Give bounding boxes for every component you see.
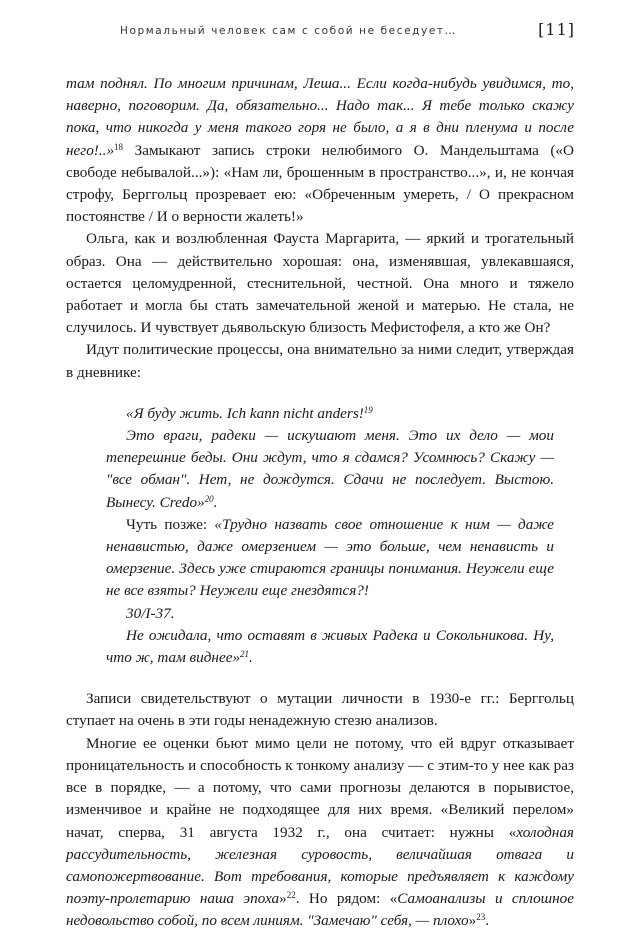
page-number: [11] xyxy=(538,20,575,39)
quote-line: Не ожидала, что оставят в живых Радека и Сокольникова. Ну, что ж, там виднее»$^{21}$. xyxy=(106,626,554,667)
quote-text: «Я буду жить. Ich kann nicht anders! xyxy=(126,404,364,422)
body-text xyxy=(66,73,574,933)
quote-text: Самоанализы и сплошное недовольство собой, по всем линиям. "Замечаю" себя, — плохо xyxy=(66,890,574,930)
quote-line: Это враги, радеки — искушают меня. Это их дело — мои теперешние беды. Они ждут, что я сдамся? Усомнюсь? Скажу — "все обман". Нет, не дождутся. Сдачи не последует. Выстою. Вынесу. Credo»$^{20}$. xyxy=(106,427,554,511)
quote-text: Это враги, радеки — искушают меня. Это их дело — мои теперешние беды. Они ждут, что я сдамся? Усомнюсь? Скажу — "все обман". Нет, не дождутся. Сдачи не последует. Выстою. Вынесу. Credo» xyxy=(106,427,554,511)
diary-excerpt xyxy=(106,403,554,669)
quote-text: «Трудно назвать свое отношение к ним — даже ненавистью, даже омерзением — это больше, чем ненависть и омерзение. Здесь уже стираются границы понимания. Неужели еще не все взяты? Неужели еще гнездятся?! xyxy=(106,515,554,600)
running-title: Нормальный человек сам с собой не беседует… xyxy=(120,25,457,37)
paragraph-text: . xyxy=(485,912,490,930)
paragraph-3: Идут политические процессы, она внимательно за ними следит, утверждая в дневнике: xyxy=(66,341,574,381)
footnote-ref: 21 xyxy=(240,649,250,660)
paragraph-text: » xyxy=(279,890,287,908)
page-header xyxy=(0,18,637,44)
quote-date: 30/I-37. xyxy=(126,604,175,622)
paragraph-4: Записи свидетельствуют о мутации личности в 1930-е гг.: Берггольц ступает на очень в эти годы ненадежную стезю анализов. xyxy=(66,690,574,730)
footnote-ref: 18 xyxy=(114,141,124,152)
quote-text: Не ожидала, что оставят в живых Радека и Сокольникова. Ну, что ж, там виднее» xyxy=(106,626,554,667)
paragraph-1 xyxy=(66,73,574,228)
paragraph-text: Замыкают запись строки нелюбимого О. Мандельштама («О свободе небывалой...»): «Нам ли, брошенным в пространство...», и, не кончая строфу, Берггольц прозревает ею: «Обреченным умереть, / О прекрасном постоянстве / И о верности жалеть!» xyxy=(66,141,574,226)
paragraph-5 xyxy=(66,733,574,933)
quote-text: холодная рассудительность, железная суровость, величайшая отвага и самопожертвование. Вот требования, которые предъявляет к каждому поэту-пролетарию наша эпоха xyxy=(66,823,574,908)
quote-line xyxy=(106,514,554,603)
paragraph-text: » xyxy=(468,912,477,930)
paragraph-text: . Но рядом: « xyxy=(295,890,398,908)
footnote-ref: 23 xyxy=(476,912,486,923)
paragraph-2: Ольга, как и возлюбленная Фауста Маргарита, — яркий и трогательный образ. Она — действительно хорошая: она, изменявшая, увлекавшаяся, остается целомудренной, стеснительной, честной. Она много и тяжело работает и могла бы стать замечательной женой и матерью. Не стала, не случилось. И чувствует дьявольскую близость Мефистофеля, а кто же Он? xyxy=(66,230,574,337)
footnote-ref: 19 xyxy=(363,404,373,415)
quote-intro: Чуть позже: xyxy=(126,515,215,533)
diary-quote: там поднял. По многим причинам, Леша... Если когда-нибудь увидимся, то, наверно, поговорим. Да, обязательно... Надо так... Я тебе только скажу пока, что никогда у меня такого горя не было, а я в дни пленума и после него!..» xyxy=(66,75,574,159)
quote-line xyxy=(106,403,554,425)
paragraph-text: Многие ее оценки бьют мимо цели не потому, что ей вдруг отказывает проницательность и способность к тонкому анализу — с этим-то у нее как раз все в порядке, — а потому, что сами прогнозы делаются в порывистое, изменчивое и крайне не подходящее для них время. «Великий перелом» начат, сперва, 31 августа 1932 г., она считает: нужны « xyxy=(66,734,574,841)
footnote-ref: 20 xyxy=(204,493,214,504)
footnote-ref: 22 xyxy=(286,890,296,901)
